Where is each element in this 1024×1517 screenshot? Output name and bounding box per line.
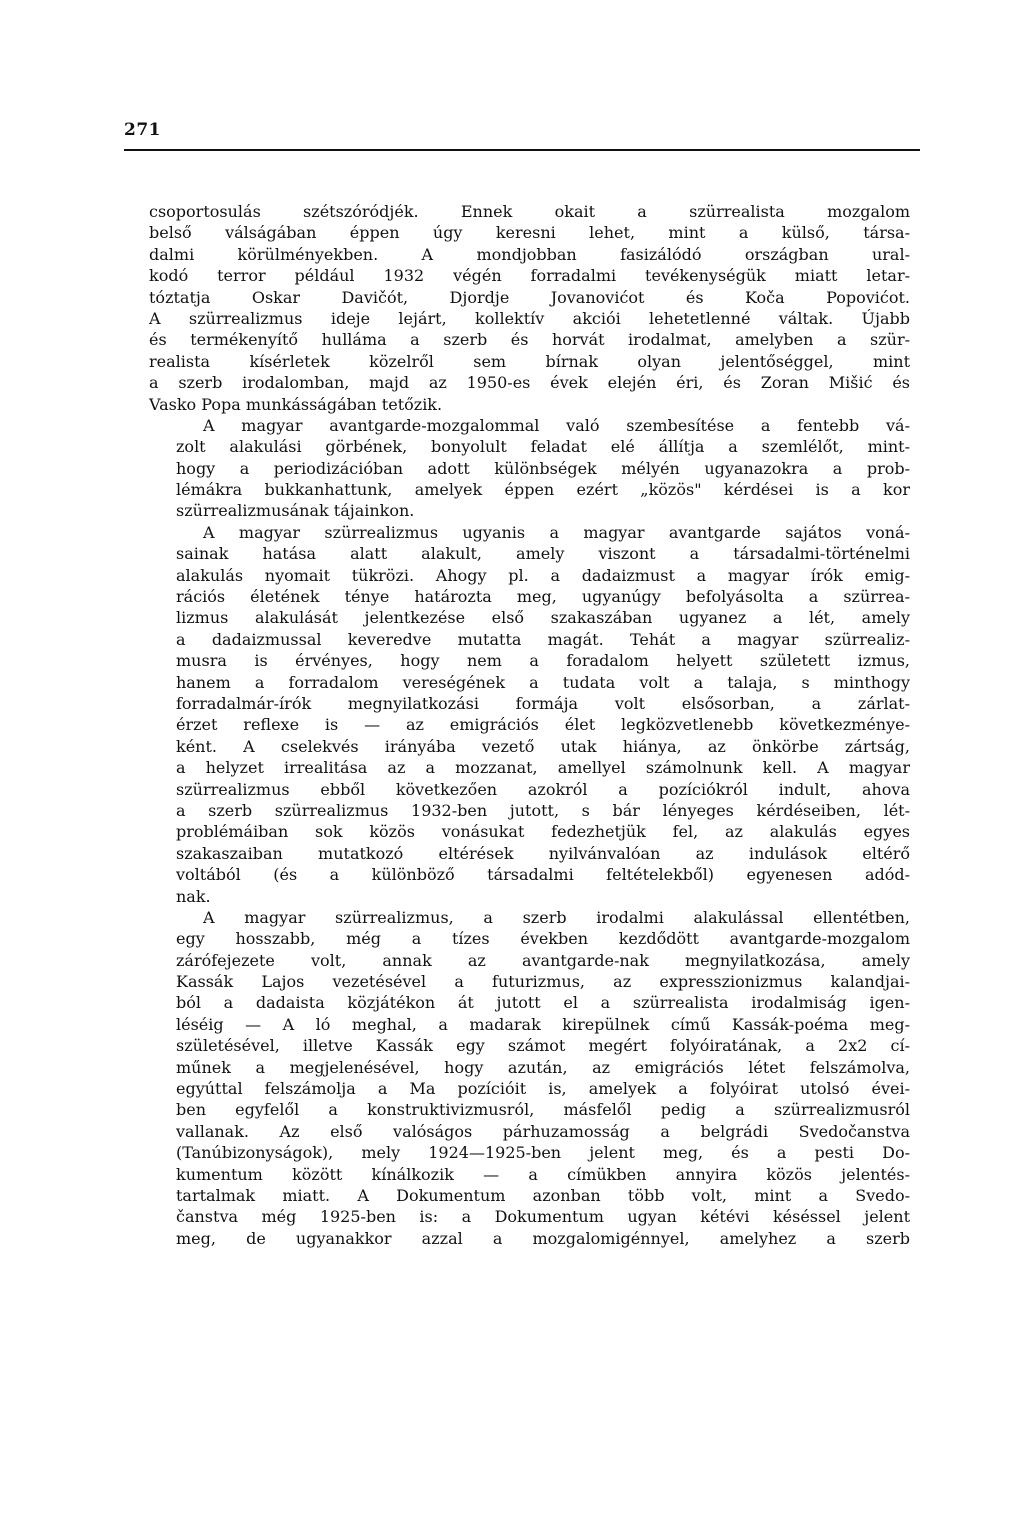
paragraph-3 [149, 522, 910, 907]
text-line: hanem a forradalom vereségének a tudata volt a talaja, s minthogy [176, 672, 910, 692]
text-line: szürrealizmus ebből következően azokról a pozíciókról indult, ahova [176, 779, 910, 799]
text-line: musra is érvényes, hogy nem a foradalom helyett született izmus, [176, 651, 910, 671]
text-line: rációs életének ténye határozta meg, ugyanúgy befolyásolta a szürrea- [176, 587, 910, 607]
text-line: születésével, illetve Kassák egy számot megért folyóiratának, a 2x2 cí- [176, 1036, 910, 1056]
text-line: (Tanúbizonyságok), mely 1924—1925-ben jelent meg, és a pesti Do- [176, 1143, 910, 1163]
paragraph-2 [149, 415, 910, 522]
text-line: ból a dadaista közjátékon át jutott el a szürrealista irodalmiság igen- [176, 993, 910, 1013]
text-line: szakaszaiban mutatkozó eltérések nyilvánvalóan az indulások eltérő [176, 843, 910, 863]
text-line: zolt alakulási görbének, bonyolult feladat elé állítja a szemlélőt, mint- [176, 437, 910, 457]
body-text [149, 201, 910, 1249]
text-line: nak. [176, 886, 211, 906]
text-line: és termékenyítő hulláma a szerb és horvát irodalmat, amelyben a szür- [149, 330, 910, 350]
text-line: A magyar szürrealizmus, a szerb irodalmi alakulással ellentétben, [203, 907, 910, 927]
paragraph-4 [149, 907, 910, 1249]
text-line: meg, de ugyanakkor azzal a mozgalomigénnyel, amelyhez a szerb [176, 1228, 910, 1248]
paragraph-1 [149, 201, 910, 415]
text-line: sainak hatása alatt alakult, amely viszont a társadalmi-történelmi [176, 544, 910, 564]
text-line: realista kísérletek közelről sem bírnak olyan jelentőséggel, mint [149, 351, 910, 371]
text-line: A magyar avantgarde-mozgalommal való szembesítése a fentebb vá- [203, 415, 910, 435]
text-line: műnek a megjelenésével, hogy azután, az emigrációs létet felszámolva, [176, 1057, 910, 1077]
text-line: a dadaizmussal keveredve mutatta magát. Tehát a magyar szürrealiz- [176, 629, 910, 649]
text-line: a helyzet irrealitása az a mozzanat, amellyel számolnunk kell. A magyar [176, 758, 910, 778]
header-rule [124, 149, 920, 151]
text-line: voltából (és a különböző társadalmi feltételekből) egyenesen adód- [176, 865, 910, 885]
text-line: a szerb irodalomban, majd az 1950-es évek elején éri, és Zoran Mišić és [149, 373, 910, 393]
text-line: tóztatja Oskar Davičót, Djordje Jovanovićot és Koča Popovićot. [149, 287, 910, 307]
text-line: belső válságában éppen úgy keresni lehet, mint a külső, társa- [149, 223, 910, 243]
text-line: egy hosszabb, még a tízes években kezdődött avantgarde-mozgalom [176, 929, 910, 949]
text-line: alakulás nyomait tükrözi. Ahogy pl. a dadaizmust a magyar írók emig- [176, 565, 910, 585]
text-line: a szerb szürrealizmus 1932-ben jutott, s bár lényeges kérdéseiben, lét- [176, 800, 910, 820]
text-line: tartalmak miatt. A Dokumentum azonban több volt, mint a Svedo- [176, 1185, 910, 1205]
text-line: hogy a periodizációban adott különbségek mélyén ugyanazokra a prob- [176, 458, 910, 478]
text-line: čanstva még 1925-ben is: a Dokumentum ugyan kétévi késéssel jelent [176, 1207, 910, 1227]
text-line: vallanak. Az első valóságos párhuzamosság a belgrádi Svedočanstva [176, 1121, 910, 1141]
text-line: A szürrealizmus ideje lejárt, kollektív akciói lehetetlenné váltak. Újabb [149, 308, 910, 328]
text-line: lémákra bukkanhattunk, amelyek éppen ezért „közös" kérdései is a kor [176, 480, 910, 500]
text-line: zárófejezete volt, annak az avantgarde-nak megnyilatkozása, amely [176, 950, 910, 970]
text-line: léséig — A ló meghal, a madarak kirepülnek című Kassák-poéma meg- [176, 1014, 910, 1034]
text-line: Vasko Popa munkásságában tetőzik. [149, 394, 443, 414]
text-line: érzet reflexe is — az emigrációs élet legközvetlenebb következménye- [176, 715, 910, 735]
text-line: dalmi körülményekben. A mondjobban fasizálódó országban ural- [149, 244, 910, 264]
text-line: A magyar szürrealizmus ugyanis a magyar avantgarde sajátos voná- [203, 522, 910, 542]
text-line: lizmus alakulását jelentkezése első szakaszában ugyanez a lét, amely [176, 608, 910, 628]
text-line: szürrealizmusának tájainkon. [176, 501, 415, 521]
text-line: csoportosulás szétszóródjék. Ennek okait a szürrealista mozgalom [149, 202, 910, 221]
text-line: egyúttal felszámolja a Ma pozícióit is, amelyek a folyóirat utolsó évei- [176, 1079, 910, 1099]
text-line: kumentum között kínálkozik — a címükben annyira közös jelentés- [176, 1164, 910, 1184]
text-line: problémáiban sok közös vonásukat fedezhetjük fel, az alakulás egyes [176, 822, 910, 842]
text-line: ben egyfelől a konstruktivizmusról, másfelől pedig a szürrealizmusról [176, 1100, 910, 1120]
page-number: 271 [124, 120, 161, 140]
text-line: Kassák Lajos vezetésével a futurizmus, az expresszionizmus kalandjai- [176, 972, 910, 992]
text-line: kodó terror például 1932 végén forradalmi tevékenységük miatt letar- [149, 266, 910, 286]
text-line: forradalmár-írók megnyilatkozási formája volt elsősorban, a zárlat- [176, 693, 910, 713]
text-line: ként. A cselekvés irányába vezető utak hiánya, az önkörbe zártság, [176, 736, 910, 756]
